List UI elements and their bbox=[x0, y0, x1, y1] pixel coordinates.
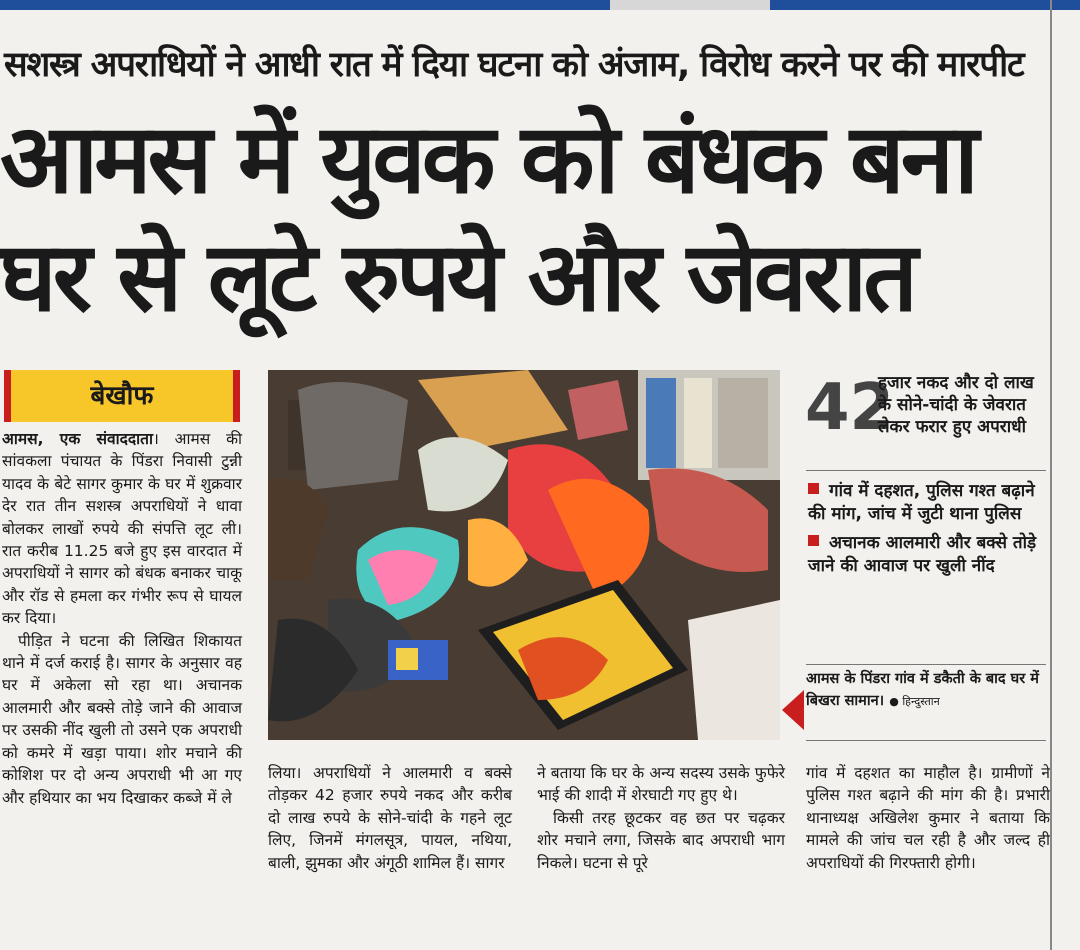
highlight-item: गांव में दहशत, पुलिस गश्त बढ़ाने की मांग, जांच में जुटी थाना पुलिस bbox=[808, 481, 1035, 524]
bullet-square-icon bbox=[808, 535, 819, 546]
headline-line-1: आमस में युवक को बंधक बना bbox=[0, 103, 975, 215]
caption-divider bbox=[806, 664, 1046, 665]
paragraph-4: ने बताया कि घर के अन्य सदस्य उसके फुफेरे भाई की शादी में शेरघाटी गए हुए थे। bbox=[537, 764, 785, 805]
caption-bottom-divider bbox=[806, 740, 1046, 741]
paragraph-3: लिया। अपराधियों ने आलमारी व बक्से तोड़कर 42 हजार रुपये नकद और करीब दो लाख रुपये के सोने-चांदी के गहने लूट लिए, जिनमें मंगलसूत्र, पायल, नथिया, बाली, झुमका और अंगूठी शामिल हैं। सागर bbox=[268, 764, 512, 872]
paragraph-6: गांव में दहशत का माहौल है। ग्रामीणों ने पुलिस गश्त बढ़ाने की मांग की है। प्रभारी थानाध्यक्ष अखिलेश कुमार ने बताया कि मामले की जांच चल रही है और जल्द ही अपराधियों की गिरफ्तारी होगी। bbox=[806, 764, 1050, 872]
caption-pointer-icon bbox=[782, 690, 804, 730]
byline: आमस, एक संवाददाता bbox=[2, 430, 153, 448]
paragraph-1: । आमस की सांवकला पंचायत के पिंडरा निवासी टुन्नी यादव के बेटे सागर कुमार के घर में शुक्रवार देर रात तीन सशस्त्र अपराधियों ने धावा बोलकर लाखों रुपये की संपत्ति लूट ली। रात करीब 11.25 बजे हुए इस वारदात में अपराधियों ने सागर को बंधक बनाकर चाकू और रॉड से हमला कर गंभीर रूप से घायल कर दिया। bbox=[2, 430, 242, 628]
top-band-photo-strip bbox=[610, 0, 770, 10]
paragraph-2: पीड़ित ने घटना की लिखित शिकायत थाने में दर्ज कराई है। सागर के अनुसार वह घर में अकेला सो रहा था। अचानक आलमारी और बक्से तोड़े जाने की आवाज पर उसकी नींद खुली तो उसने एक अपराधी को कमरे में खड़ा पाया। शोर मचाने की कोशिश पर दो अन्य अपराधी भी आ गए और हथियार का भय दिखाकर कब्जे में ले bbox=[2, 631, 242, 807]
kicker-subheadline: सशस्त्र अपराधियों ने आधी रात में दिया घटना को अंजाम, विरोध करने पर की मारपीट bbox=[4, 45, 1024, 85]
factbox-divider bbox=[806, 470, 1046, 471]
highlights-list bbox=[808, 480, 1048, 578]
factbox-text: हजार नकद और दो लाख के सोने-चांदी के जेवरात लेकर फरार हुए अपराधी bbox=[878, 373, 1034, 437]
section-tag-label: बेखौफ bbox=[90, 381, 154, 411]
factbox-number: 42 bbox=[805, 371, 895, 445]
article-column-4 bbox=[806, 762, 1050, 874]
photo-credit: ● हिन्दुस्तान bbox=[889, 695, 940, 708]
headline bbox=[0, 100, 1050, 336]
article-photo bbox=[268, 370, 780, 740]
article-column-3 bbox=[537, 762, 785, 874]
photo-illustration bbox=[268, 370, 780, 740]
paragraph-5: किसी तरह छूटकर वह छत पर चढ़कर शोर मचाने लगा, जिसके बाद अपराधी भाग निकले। घटना से पूरे bbox=[537, 808, 785, 872]
column-border-right bbox=[1050, 0, 1052, 950]
highlight-item: अचानक आलमारी और बक्से तोड़े जाने की आवाज पर खुली नींद bbox=[808, 533, 1037, 576]
headline-line-2: घर से लूटे रुपये और जेवरात bbox=[0, 221, 915, 333]
article-column-1 bbox=[2, 428, 242, 809]
article-column-2 bbox=[268, 762, 512, 874]
bullet-square-icon bbox=[808, 483, 819, 494]
photo-caption: आमस के पिंडरा गांव में डकैती के बाद घर में बिखरा सामान। ● हिन्दुस्तान bbox=[806, 671, 1039, 709]
top-color-band bbox=[0, 0, 1080, 10]
